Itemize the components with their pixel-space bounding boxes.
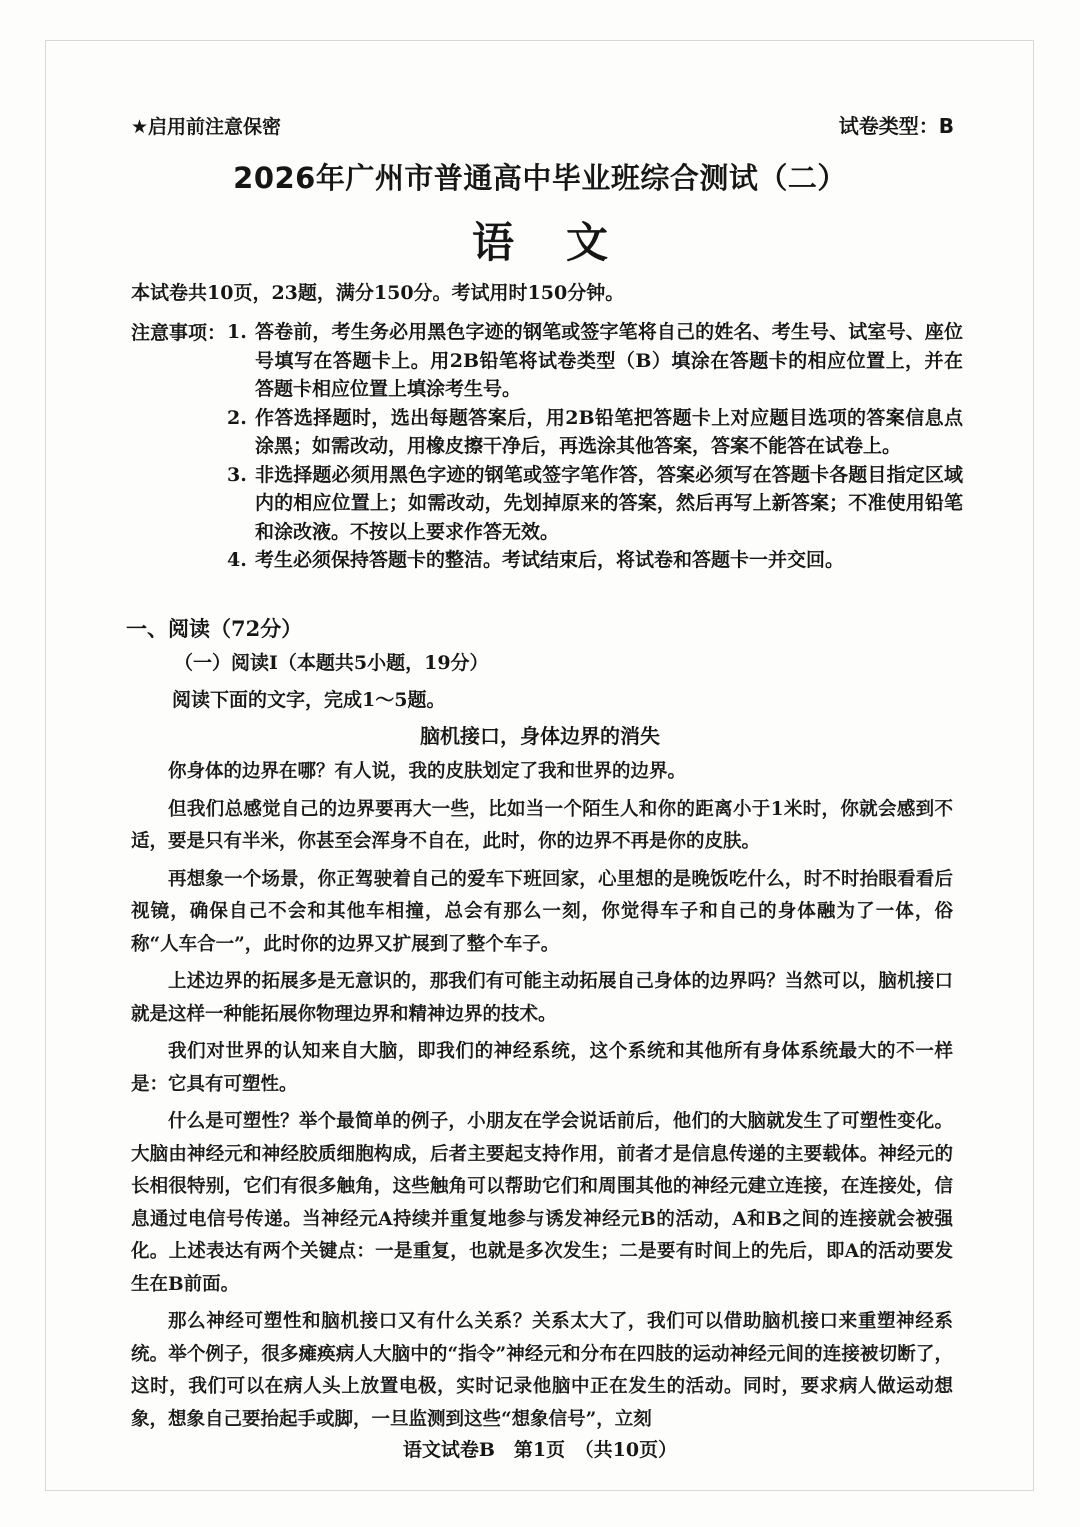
page-footer: 语文试卷B 第1页 （共10页） <box>402 1439 678 1461</box>
article-paragraph: 上述边界的拓展多是无意识的，那我们有可能主动拓展自己身体的边界吗？当然可以，脑机接口就是这样一种能拓展你物理边界和精神边界的技术。 <box>131 971 953 1025</box>
article-paragraph: 再想象一个场景，你正驾驶着自己的爱车下班回家，心里想的是晚饭吃什么，时不时抬眼看看后视镜，确保自己不会和其他车相撞，总会有那么一刻，你觉得车子和自己的身体融为了一体，俗称“人车合一”，此时你的边界又扩展到了整个车子。 <box>131 868 953 955</box>
subject-title: 语文 <box>471 218 660 267</box>
section-heading: 一、阅读（72分） <box>126 616 303 641</box>
notice-label: 注意事项： <box>131 322 227 344</box>
notice-text: 非选择题必须用黑色字迹的钢笔或签字笔作答，答案必须写在答题卡各题目指定区域内的相应位置上；如需改动，先划掉原来的答案，然后再写上新答案；不准使用铅笔和涂改液。不按以上要求作答无效。 <box>255 463 963 543</box>
exam-info: 本试卷共10页，23题，满分150分。考试用时150分钟。 <box>131 282 625 304</box>
article-paragraph: 我们对世界的认知来自大脑，即我们的神经系统，这个系统和其他所有身体系统最大的不一样是：它具有可塑性。 <box>131 1041 953 1095</box>
notice-text: 答卷前，考生务必用黑色字迹的钢笔或签字笔将自己的姓名、考生号、试室号、座位号填写在答题卡上。用2B铅笔将试卷类型（B）填涂在答题卡的相应位置上，并在答题卡相应位置上填涂考生号。 <box>255 321 963 400</box>
notice-item <box>227 546 963 575</box>
notice-number: 4. <box>227 549 247 571</box>
notice-number: 2. <box>227 406 247 429</box>
notice-text: 考生必须保持答题卡的整洁。考试结束后，将试卷和答题卡一并交回。 <box>255 549 845 571</box>
article-paragraph: 什么是可塑性？举个最简单的例子，小朋友在学会说话前后，他们的大脑就发生了可塑性变化。大脑由神经元和神经胶质细胞构成，后者主要起支持作用，前者才是信息传递的主要载体。神经元的长相很特别，它们有很多触角，这些触角可以帮助它们和周围其他的神经元建立连接，在连接处，信息通过电信号传递。当神经元A持续并重复地参与诱发神经元B的活动，A和B之间的连接就会被强化。上述表达有两个关键点：一是重复，也就是多次发生；二是要有时间上的先后，即A的活动要发生在B前面。 <box>131 1111 953 1295</box>
notice-item <box>227 461 963 547</box>
notice-number: 3. <box>227 463 247 486</box>
article-title: 脑机接口，身体边界的消失 <box>420 724 660 748</box>
notice-text: 作答选择题时，选出每题答案后，用2B铅笔把答题卡上对应题目选项的答案信息点涂黑；如需改动，用橡皮擦干净后，再选涂其他答案，答案不能答在试卷上。 <box>255 406 963 457</box>
notice-number: 1. <box>227 321 247 343</box>
sub-section-heading: （一）阅读Ⅰ（本题共5小题，19分） <box>174 652 489 674</box>
article-paragraph: 你身体的边界在哪？有人说，我的皮肤划定了我和世界的边界。 <box>168 761 687 782</box>
notice-list <box>227 318 963 575</box>
reading-instruction: 阅读下面的文字，完成1～5题。 <box>172 689 446 711</box>
notice-item <box>227 404 963 461</box>
exam-title: 2026年广州市普通高中毕业班综合测试（二） <box>233 161 847 195</box>
article-paragraph: 那么神经可塑性和脑机接口又有什么关系？关系太大了，我们可以借助脑机接口来重塑神经系统。举个例子，很多瘫痪病人大脑中的“指令”神经元和分布在四肢的运动神经元间的连接被切断了，这时，我们可以在病人头上放置电极，实时记录他脑中正在发生的活动。同时，要求病人做运动想象，想象自己要抬起手或脚，一旦监测到这些“想象信号”，立刻 <box>131 1311 953 1430</box>
paper-type: 试卷类型：B <box>838 114 954 138</box>
article-paragraph: 但我们总感觉自己的边界要再大一些，比如当一个陌生人和你的距离小于1米时，你就会感到不适，要是只有半米，你甚至会浑身不自在，此时，你的边界不再是你的皮肤。 <box>131 798 953 852</box>
article-body <box>131 756 953 1441</box>
confidential-notice: ★启用前注意保密 <box>131 116 282 138</box>
notice-item <box>227 318 963 404</box>
